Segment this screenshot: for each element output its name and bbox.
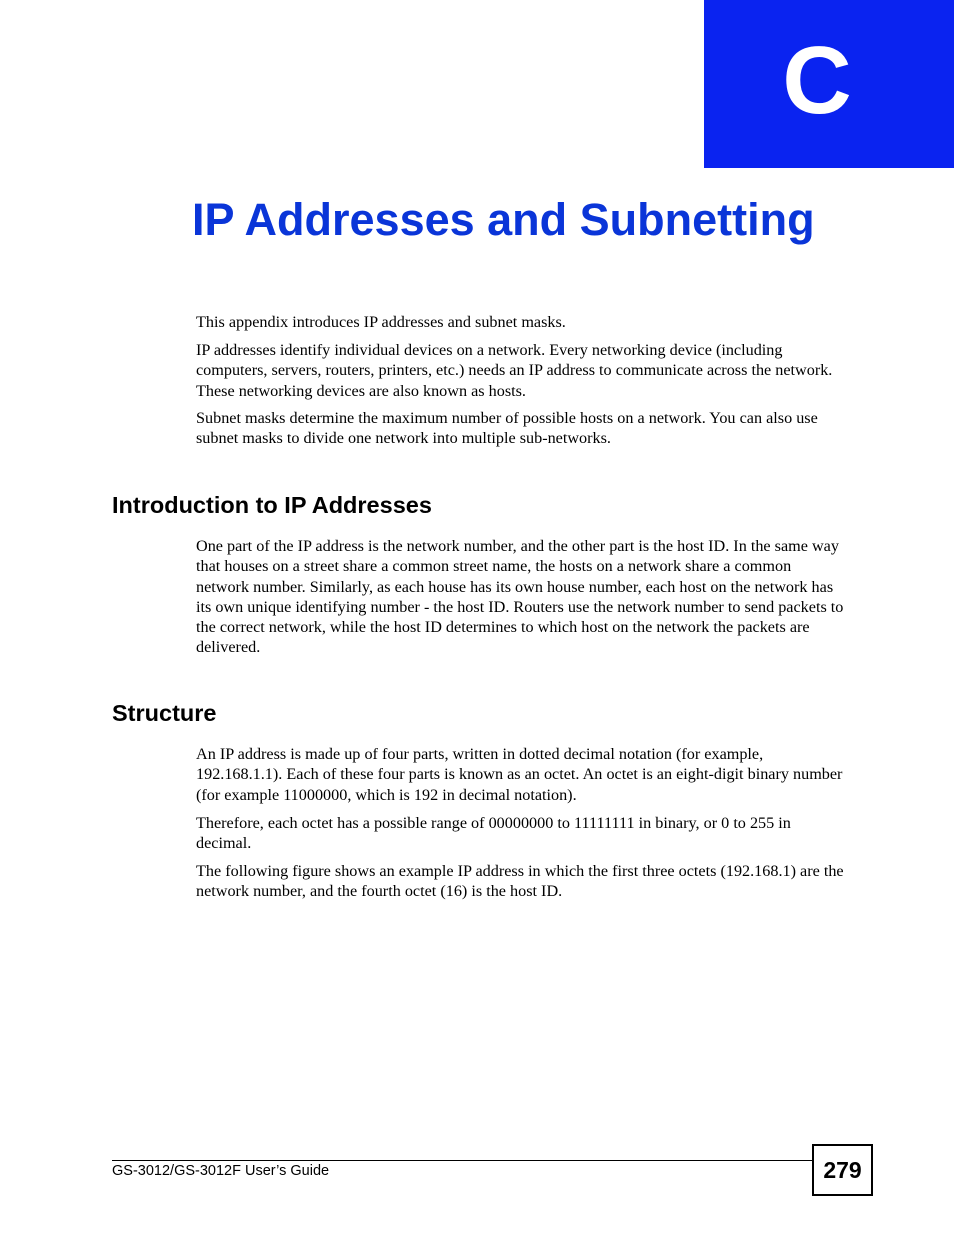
page-title: IP Addresses and Subnetting: [192, 194, 815, 245]
intro-paragraph-3: Subnet masks determine the maximum number of possible hosts on a network. You can also use subnet masks to divide one network into multiple sub-networks.: [196, 409, 818, 448]
page-number-box: [812, 1144, 873, 1196]
intro-paragraph-2: IP addresses identify individual devices on a network. Every networking device (including computers, servers, routers, printers, etc.) needs an IP address to communicate across the network. These networking devices are also known as hosts.: [196, 341, 833, 400]
section-heading-structure: Structure: [112, 700, 217, 726]
footer-rule: [112, 1160, 812, 1161]
chapter-tab: [704, 0, 954, 168]
footer-guide-name: GS-3012/GS-3012F User’s Guide: [112, 1163, 330, 1179]
section-introduction-paragraph-1: One part of the IP address is the network number, and the other part is the host ID. In the same way that houses on a street share a common street name, the hosts on a network share a common network number. Similarly, as each house has its own house number, each host on the network has its own unique identifying number - the host ID. Routers use the network number to send packets to the correct network, while the host ID determines to which host on the network the packets are delivered.: [196, 537, 844, 657]
section-structure-paragraph-1: An IP address is made up of four parts, written in dotted decimal notation (for example, 192.168.1.1). Each of these four parts is known as an octet. An octet is an eight-digit binary number (for example 11000000, which is 192 in decimal notation).: [196, 745, 843, 804]
page-number: 279: [823, 1156, 862, 1183]
section-structure-paragraph-2: Therefore, each octet has a possible range of 00000000 to 11111111 in binary, or 0 to 255 in decimal.: [196, 814, 791, 853]
intro-paragraph-1: This appendix introduces IP addresses and subnet masks.: [196, 313, 566, 331]
section-structure-paragraph-3: The following figure shows an example IP address in which the first three octets (192.168.1) are the network number, and the fourth octet (16) is the host ID.: [196, 862, 844, 901]
chapter-letter: C: [782, 27, 852, 134]
section-heading-introduction: Introduction to IP Addresses: [112, 492, 432, 518]
